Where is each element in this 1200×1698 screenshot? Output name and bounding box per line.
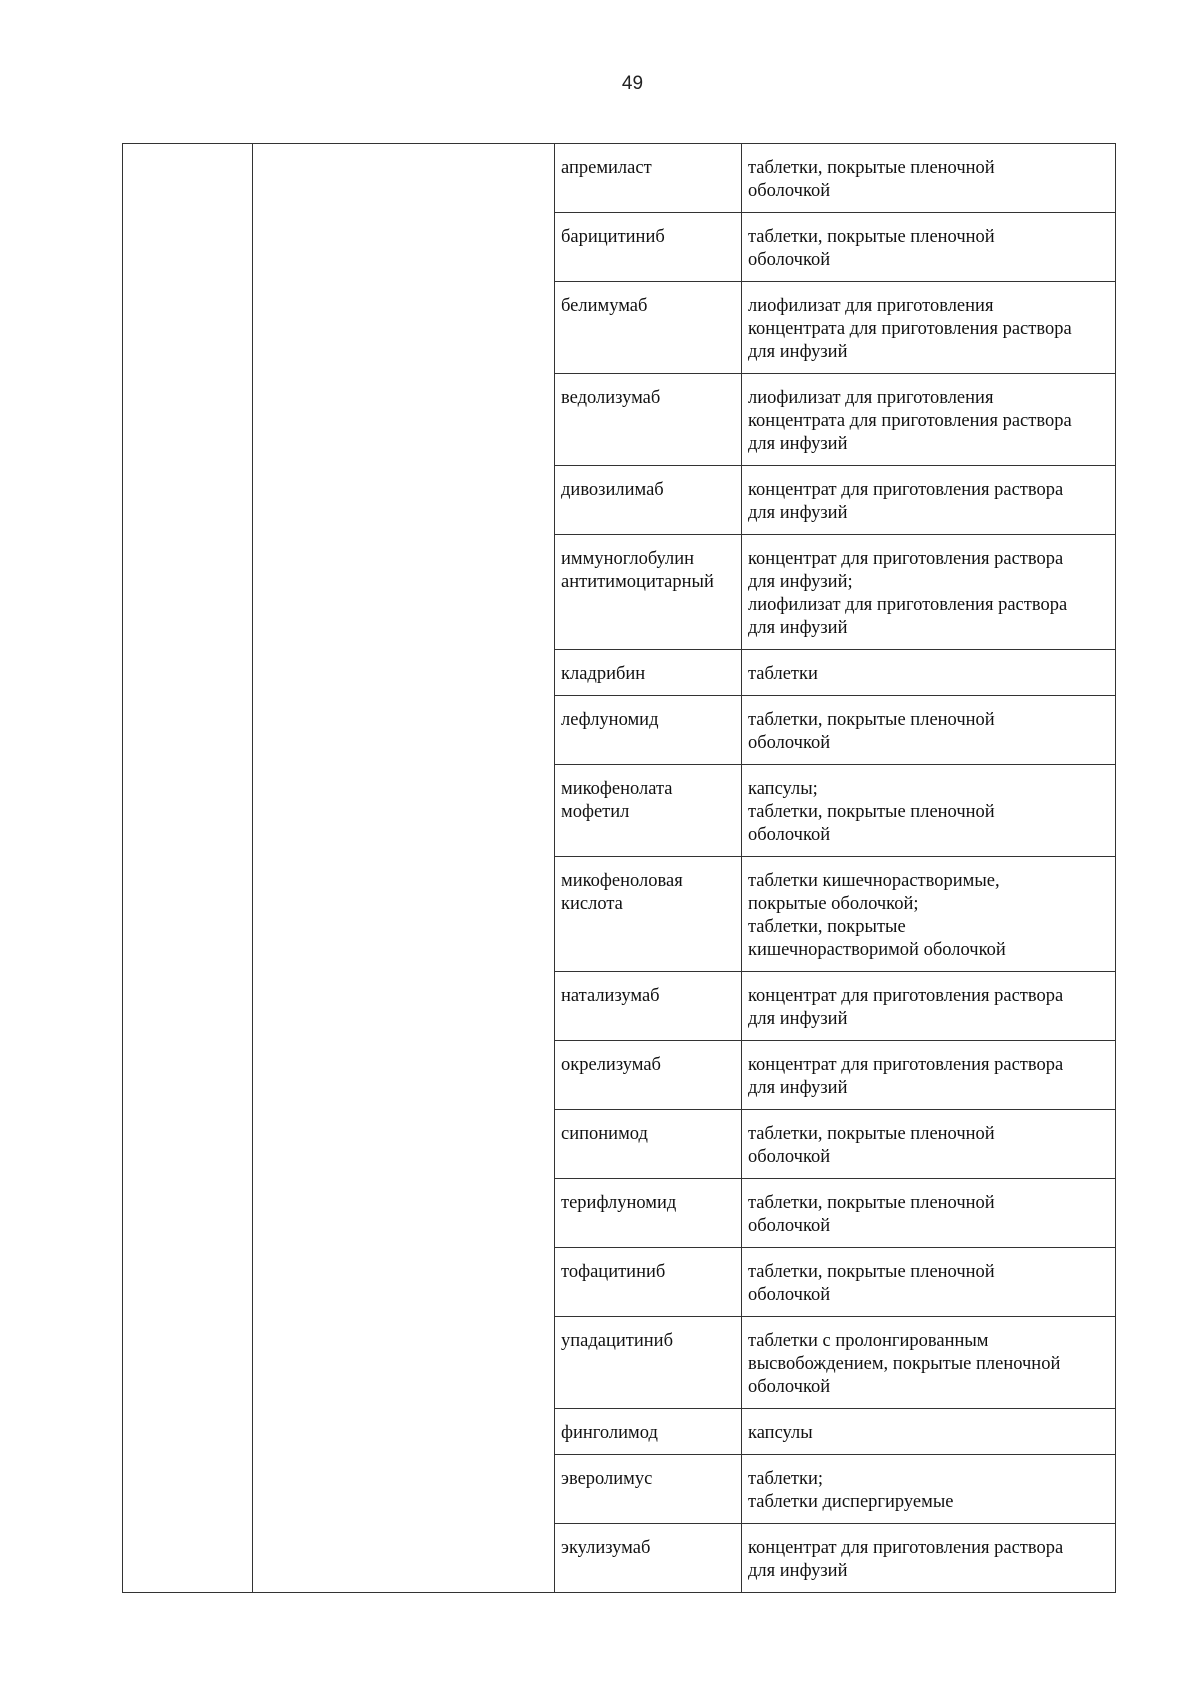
dosage-form-cell: концентрат для приготовления раствора для инфузий (742, 1041, 1116, 1110)
dosage-form-cell: капсулы (742, 1409, 1116, 1455)
dosage-form-cell: таблетки, покрытые пленочной оболочкой (742, 1248, 1116, 1317)
dosage-form-cell: таблетки кишечнорастворимые, покрытые оболочкой; таблетки, покрытые кишечнорастворимой оболочкой (742, 857, 1116, 972)
drug-name-cell: апремиласт (555, 144, 742, 213)
dosage-form-cell: таблетки, покрытые пленочной оболочкой (742, 1179, 1116, 1248)
drug-table (122, 143, 1116, 1593)
dosage-form-cell: лиофилизат для приготовления концентрата для приготовления раствора для инфузий (742, 282, 1116, 374)
drug-table-body (123, 144, 1116, 1593)
dosage-form-cell: таблетки, покрытые пленочной оболочкой (742, 144, 1116, 213)
dosage-form-cell: таблетки, покрытые пленочной оболочкой (742, 213, 1116, 282)
dosage-form-cell: лиофилизат для приготовления концентрата для приготовления раствора для инфузий (742, 374, 1116, 466)
dosage-form-cell: таблетки с пролонгированным высвобождением, покрытые пленочной оболочкой (742, 1317, 1116, 1409)
drug-name-cell: белимумаб (555, 282, 742, 374)
dosage-form-cell: таблетки, покрытые пленочной оболочкой (742, 1110, 1116, 1179)
drug-name-cell: терифлуномид (555, 1179, 742, 1248)
drug-name-cell: тофацитиниб (555, 1248, 742, 1317)
dosage-form-cell: концентрат для приготовления раствора для инфузий (742, 466, 1116, 535)
drug-name-cell: ведолизумаб (555, 374, 742, 466)
drug-name-cell: кладрибин (555, 650, 742, 696)
drug-name-cell: барицитиниб (555, 213, 742, 282)
dosage-form-cell: концентрат для приготовления раствора для инфузий (742, 1524, 1116, 1593)
drug-name-cell: дивозилимаб (555, 466, 742, 535)
dosage-form-cell: концентрат для приготовления раствора для инфузий; лиофилизат для приготовления раствора для инфузий (742, 535, 1116, 650)
drug-name-cell: эверолимус (555, 1455, 742, 1524)
drug-name-cell: лефлуномид (555, 696, 742, 765)
drug-name-cell: натализумаб (555, 972, 742, 1041)
dosage-form-cell: концентрат для приготовления раствора для инфузий (742, 972, 1116, 1041)
drug-name-cell: экулизумаб (555, 1524, 742, 1593)
drug-name-cell: финголимод (555, 1409, 742, 1455)
drug-name-cell: сипонимод (555, 1110, 742, 1179)
page-number: 49 (621, 73, 644, 94)
table-row (123, 144, 1116, 213)
drug-name-cell: микофеноловая кислота (555, 857, 742, 972)
dosage-form-cell: таблетки, покрытые пленочной оболочкой (742, 696, 1116, 765)
group-name-cell (253, 144, 555, 1593)
drug-name-cell: окрелизумаб (555, 1041, 742, 1110)
atc-code-cell (123, 144, 253, 1593)
drug-name-cell: упадацитиниб (555, 1317, 742, 1409)
drug-name-cell: микофенолата мофетил (555, 765, 742, 857)
dosage-form-cell: таблетки (742, 650, 1116, 696)
drug-name-cell: иммуноглобулин антитимоцитарный (555, 535, 742, 650)
dosage-form-cell: таблетки; таблетки диспергируемые (742, 1455, 1116, 1524)
dosage-form-cell: капсулы; таблетки, покрытые пленочной оболочкой (742, 765, 1116, 857)
